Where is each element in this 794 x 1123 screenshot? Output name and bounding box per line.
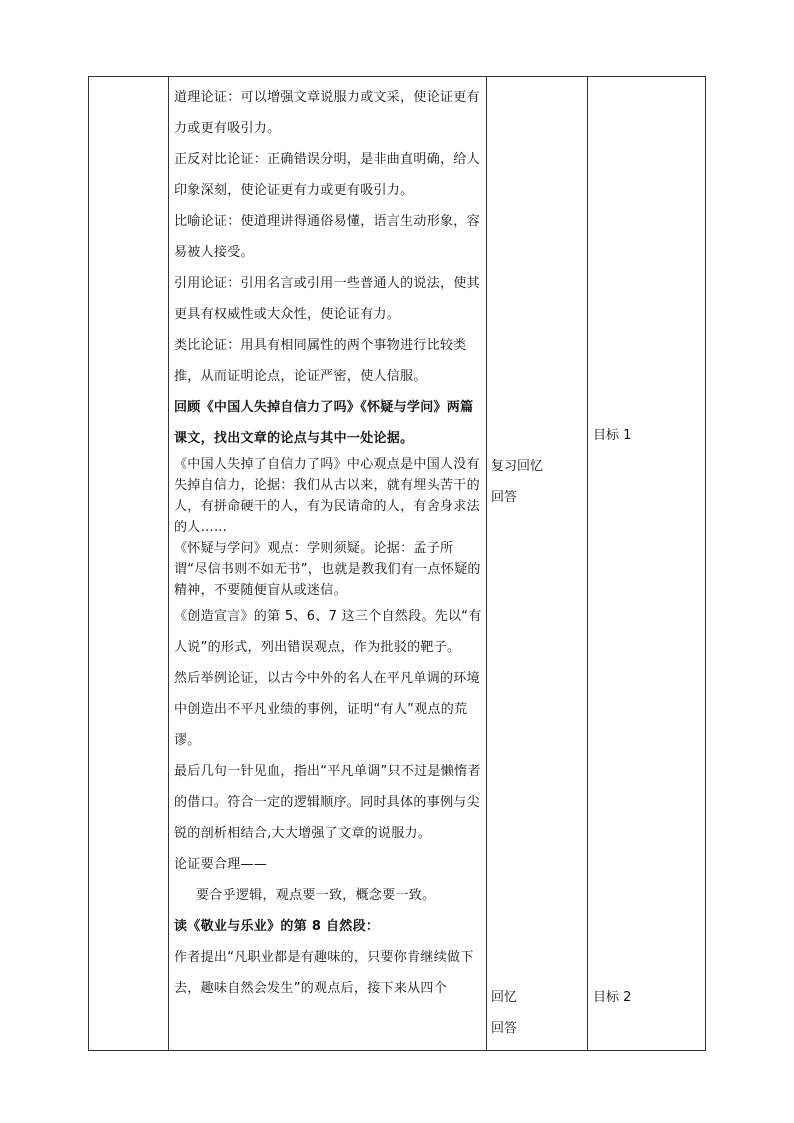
column-divider-2 (486, 77, 487, 1050)
content-paragraph: 《怀疑与学问》观点：学则须疑。论据：孟子所谓“尽信书则不如无书”，也就是教我们有一点怀疑的精神，不要随便盲从或迷信。 (174, 541, 481, 598)
content-paragraph: 论证要合理—— (174, 857, 268, 872)
content-paragraph: 引用论证：引用名言或引用一些普通人的说法，使其更具有权威性或大众性，使论证有力。 (174, 276, 480, 322)
goal-2: 目标 2 (593, 990, 632, 1005)
content-paragraph: 正反对比论证：正确错误分明，是非曲直明确，给人印象深刻，使论证更有力或更有吸引力。 (174, 152, 480, 198)
teaching-content-column (169, 77, 485, 1050)
content-paragraph: 类比论证：用具有相同属性的两个事物进行比较类推，从而证明论点，论证严密，使人信服。 (174, 338, 467, 384)
content-paragraph-bold: 读《敬业与乐业》的第 8 自然段： (174, 919, 380, 934)
content-paragraph: 要合乎逻辑，观点要一致，概念要一致。 (196, 888, 436, 903)
student-activity-1 (491, 451, 571, 513)
activity-line: 回忆 (491, 990, 518, 1005)
content-paragraph: 作者提出“凡职业都是有趣味的，只要你肯继续做下去，趣味自然会发生”的观点后，接下来从四个 (174, 950, 474, 996)
activity-line: 回答 (491, 1021, 518, 1036)
content-paragraph: 《中国人失掉了自信力了吗》中心观点是中国人没有失掉自信力，论据：我们从古以来，就有埋头苦干的人，有拼命硬干的人，有为民请命的人，有舍身求法的人…… (174, 457, 480, 535)
column-divider-3 (587, 77, 588, 1050)
content-paragraph: 《创造宣言》的第 5、6、7 这三个自然段。先以“有人说”的形式，列出错误观点，作为批驳的靶子。 (174, 609, 482, 655)
activity-line: 回答 (491, 490, 518, 505)
content-paragraph: 比喻论证：使道理讲得通俗易懂，语言生动形象，容易被人接受。 (174, 214, 480, 260)
content-paragraph: 然后举例论证，以古今中外的名人在平凡单调的环境中创造出不平凡业绩的事例，证明“有人”观点的荒谬。 (174, 671, 480, 748)
goal-1: 目标 1 (593, 428, 632, 443)
student-activity-2 (491, 982, 571, 1044)
content-paragraph-bold: 回顾《中国人失掉自信力了吗》《怀疑与学问》两篇课文，找出文章的论点与其中一处论据。 (174, 400, 474, 446)
lesson-plan-table (88, 76, 706, 1051)
content-paragraph: 道理论证：可以增强文章说服力或文采，使论证更有力或更有吸引力。 (174, 90, 480, 136)
content-paragraph: 最后几句一针见血，指出“平凡单调”只不过是懒惰者的借口。符合一定的逻辑顺序。同时具体的事例与尖锐的剖析相结合,大大增强了文章的说服力。 (174, 764, 481, 841)
activity-line: 复习回忆 (491, 459, 544, 474)
